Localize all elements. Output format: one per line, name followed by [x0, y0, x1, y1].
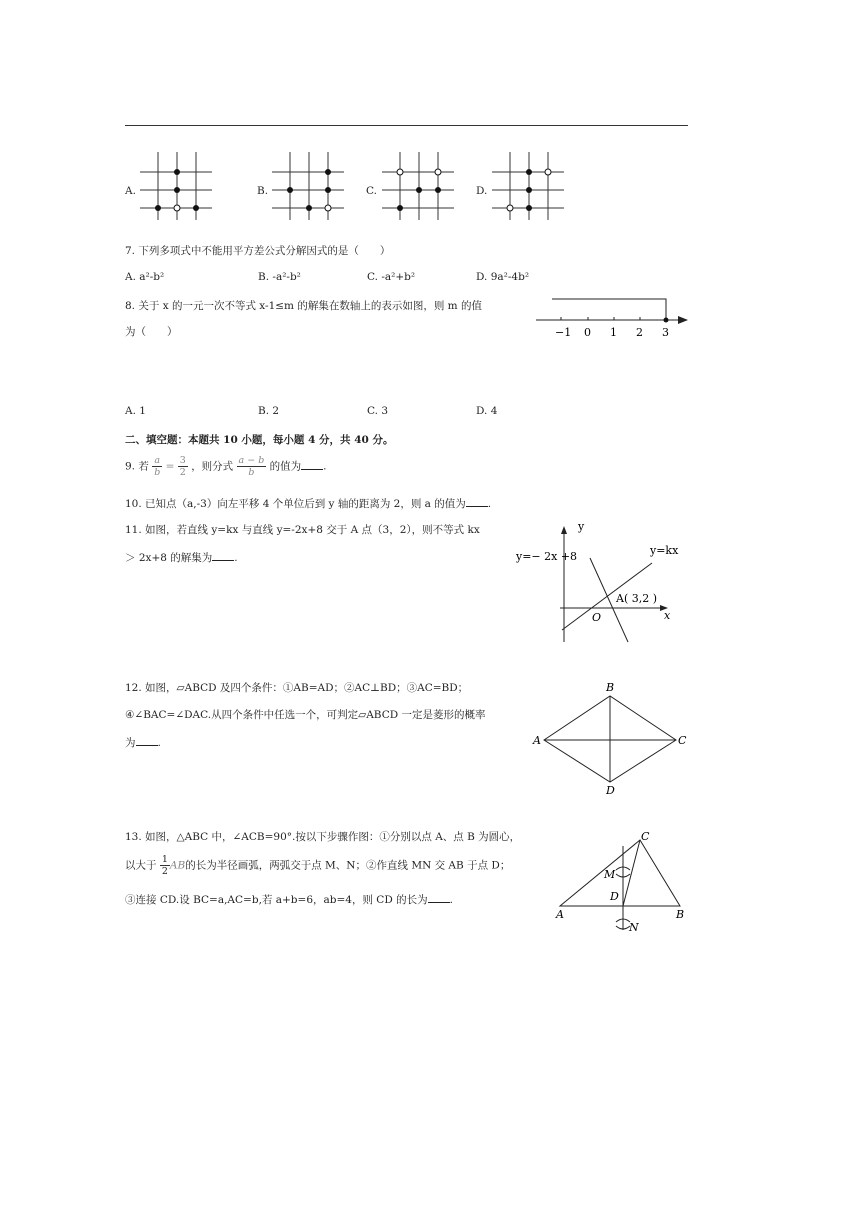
q8-tick-neg1: −1 — [555, 326, 572, 339]
q13-point-n: N — [629, 921, 639, 934]
q12-point-b: B — [606, 681, 615, 694]
q11-line2-label: y=kx — [650, 544, 679, 557]
q13-line3-wrap: ③连接 CD.设 BC=a,AC=b,若 a+b=6，ab=4，则 CD 的长为 . — [125, 894, 453, 906]
q13-point-d: D — [610, 890, 619, 903]
header-rule — [125, 125, 688, 126]
q12-point-a: A — [533, 734, 541, 747]
q6-option-b-label: B. — [257, 185, 269, 197]
q9: 9. 若 $\frac{a}{b}$ = $\frac{3}{2}$ ，则分式 $\frac{a - b}{b}$ 的值为 . — [125, 455, 327, 478]
q7-option-b: B. -a²-b² — [258, 271, 301, 283]
q8-stem-line1: 8. 关于 x 的一元一次不等式 x-1≤m 的解集在数轴上的表示如图，则 m 的值 — [125, 300, 482, 312]
q11-origin-label: O — [592, 611, 602, 624]
q8-tick-3: 3 — [662, 326, 669, 339]
q9-frac-3-2: $\frac{3}{2}$ — [179, 455, 186, 478]
q9-frac-a-b: $\frac{a}{b}$ — [154, 455, 161, 478]
q10-answer-blank — [466, 496, 488, 507]
q13-point-m: M — [604, 868, 616, 881]
q13-half-frac: $\frac{1}{2}$ — [161, 854, 168, 877]
q8-option-a: A. 1 — [125, 405, 146, 417]
q8-option-c: C. 3 — [367, 405, 389, 417]
q11-line1-label: y=− 2x +8 — [516, 550, 578, 563]
q8-tick-1: 1 — [610, 326, 617, 339]
q9-suffix: 的值为 — [269, 460, 302, 473]
q11-x-label: x — [664, 609, 671, 622]
q7-option-c: C. -a²+b² — [367, 271, 416, 283]
q6-option-a-figure — [138, 150, 214, 222]
q9-equals: = — [165, 460, 175, 473]
q12-point-d: D — [606, 784, 615, 796]
q12-line1: 12. 如图，▱ABCD 及四个条件：①AB=AD；②AC⊥BD；③AC=BD； — [125, 682, 469, 694]
q13-line1: 13. 如图，△ABC 中，∠ACB=90°.按以下步骤作图：①分别以点 A、点 B 为圆心， — [125, 831, 521, 843]
q6-option-d-figure — [490, 150, 566, 222]
q9-answer-blank — [301, 459, 323, 470]
q11-line2-wrap: ＞ 2x+8 的解集为 . — [125, 552, 238, 564]
q13-point-a: A — [556, 908, 564, 921]
q6-option-c-label: C. — [366, 185, 377, 197]
q9-mid: ，则分式 — [191, 460, 234, 473]
q10-text: 10. 已知点（a,-3）向左平移 4 个单位后到 y 轴的距离为 2，则 a 的值为 — [125, 498, 466, 510]
q13-line2-suffix: 的长为半径画弧，两弧交于点 M、N；②作直线 MN 交 AB 于点 D； — [185, 859, 511, 872]
q7-stem: 7. 下列多项式中不能用平方差公式分解因式的是（ ） — [125, 245, 391, 257]
q9-frac-a-minus-b: $\frac{a - b}{b}$ — [238, 455, 265, 478]
q11-graph — [512, 518, 692, 644]
q6-option-a-label: A. — [125, 185, 136, 197]
q12-rhombus — [530, 678, 692, 796]
q8-option-b: B. 2 — [258, 405, 280, 417]
q12-point-c: C — [678, 734, 687, 747]
q10: 10. 已知点（a,-3）向左平移 4 个单位后到 y 轴的距离为 2，则 a 的值为 . — [125, 498, 492, 510]
q11-line2: ＞ 2x+8 的解集为 — [125, 552, 213, 564]
q12-line2: ④∠BAC=∠DAC.从四个条件中任选一个，可判定▱ABCD 一定是菱形的概率 — [125, 709, 486, 721]
q12-line3: 为 — [125, 737, 136, 749]
q6-option-d-label: D. — [476, 185, 488, 197]
q13-line3: ③连接 CD.设 BC=a,AC=b,若 a+b=6，ab=4，则 CD 的长为 — [125, 894, 428, 906]
q12-line3-wrap: 为 . — [125, 737, 161, 749]
q8-tick-2: 2 — [636, 326, 643, 339]
section2-title: 二、填空题：本题共 10 小题，每小题 4 分，共 40 分。 — [125, 434, 394, 446]
q7-option-a: A. a²-b² — [125, 271, 165, 283]
q8-tick-0: 0 — [584, 326, 591, 339]
q12-answer-blank — [136, 735, 158, 746]
q6-option-c-figure — [380, 150, 456, 222]
q13-triangle — [550, 828, 690, 936]
q13-answer-blank — [428, 892, 450, 903]
q11-point-label: A( 3,2 ) — [616, 592, 658, 605]
q11-answer-blank — [212, 550, 234, 561]
q9-prefix: 9. 若 — [125, 460, 149, 473]
q13-point-c: C — [641, 830, 650, 843]
q11-y-label: y — [578, 520, 585, 533]
q8-number-line — [532, 292, 690, 344]
q8-option-d: D. 4 — [476, 405, 498, 417]
q6-option-b-figure — [270, 150, 346, 222]
q13-ab: AB — [169, 859, 186, 872]
q13-line2-prefix: 以大于 — [125, 859, 157, 872]
q7-option-d: D. 9a²-4b² — [476, 271, 530, 283]
q8-stem-line2: 为（ ） — [125, 326, 178, 338]
q11-line1: 11. 如图，若直线 y=kx 与直线 y=-2x+8 交于 A 点（3，2），则不等式 kx — [125, 524, 480, 536]
q13-point-b: B — [676, 908, 685, 921]
q13-line2 — [125, 854, 510, 877]
